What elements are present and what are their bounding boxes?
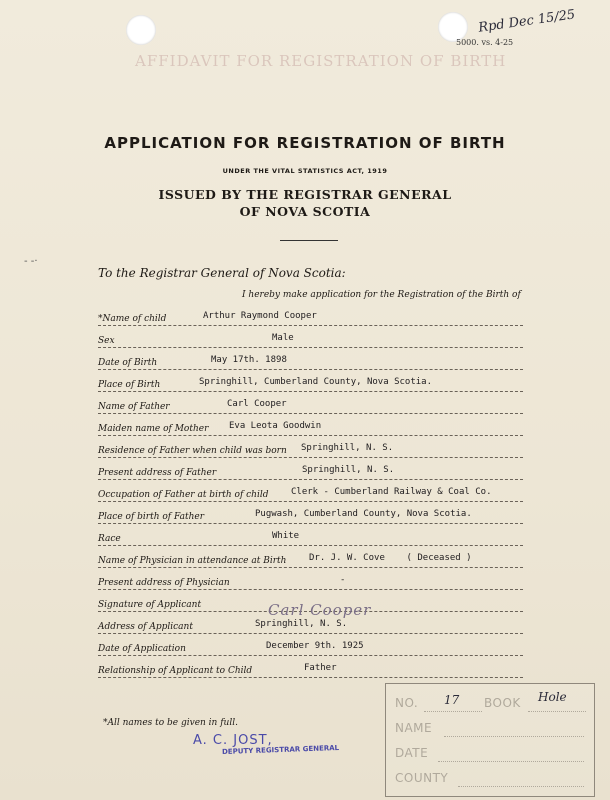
field-label: Date of Application (98, 644, 186, 654)
field-maiden-name-of-mother (98, 421, 523, 436)
field-label: Place of birth of Father (98, 512, 205, 522)
box-book-value: Hole (538, 690, 567, 704)
box-date-label: DATE (395, 746, 429, 760)
field-label: Relationship of Applicant to Child (98, 666, 253, 676)
field-present-address-of-father (98, 465, 523, 480)
field-label: Name of Physician in attendance at Birth (98, 556, 287, 566)
punch-hole-left (126, 15, 156, 45)
footnote: *All names to be given in full. (103, 718, 238, 728)
office-use-box (385, 683, 595, 797)
bleed-through-text: AFFIDAVIT FOR REGISTRATION OF BIRTH (135, 52, 507, 70)
field-relationship-of-applicant (98, 663, 523, 678)
issuer-line-1: ISSUED BY THE REGISTRAR GENERAL (158, 187, 452, 202)
field-value: Springhill, N. S. (301, 443, 394, 453)
field-value: Clerk - Cumberland Railway & Coal Co. (291, 487, 492, 497)
field-value: Springhill, Cumberland County, Nova Scotia. (199, 377, 432, 387)
form-title: APPLICATION FOR REGISTRATION OF BIRTH (104, 134, 506, 152)
intro-line: I hereby make application for the Registration of the Birth of (242, 290, 521, 300)
issuer-block (0, 186, 610, 220)
field-race (98, 531, 523, 546)
field-address-of-applicant (98, 619, 523, 634)
form-subtitle: UNDER THE VITAL STATISTICS ACT, 1919 (222, 167, 388, 175)
field-date-of-application (98, 641, 523, 656)
field-date-of-birth (98, 355, 523, 370)
issuer-line-2: OF NOVA SCOTIA (239, 204, 371, 219)
field-label: Place of Birth (98, 380, 161, 390)
field-name-of-father (98, 399, 523, 414)
box-book-label: BOOK (484, 696, 521, 710)
field-place-of-birth-of-father (98, 509, 523, 524)
field-label: Maiden name of Mother (98, 424, 209, 434)
field-occupation-of-father (98, 487, 523, 502)
registrar-stamp-name: A. C. JOST, (193, 733, 273, 748)
field-value: Dr. J. W. Cove ( Deceased ) (309, 553, 472, 563)
field-residence-of-father (98, 443, 523, 458)
field-physician-name (98, 553, 523, 568)
field-value: Arthur Raymond Cooper (203, 311, 317, 321)
field-value: May 17th. 1898 (211, 355, 287, 365)
box-county-line (458, 785, 584, 787)
field-value: December 9th. 1925 (266, 641, 364, 651)
registrar-stamp-title: DEPUTY REGISTRAR GENERAL (221, 743, 340, 757)
field-label: Name of Father (98, 402, 170, 412)
field-value: Eva Leota Goodwin (229, 421, 322, 431)
box-no-label: NO. (395, 696, 419, 710)
field-label: Present address of Physician (98, 578, 230, 588)
applicant-signature: Carl Cooper (268, 601, 372, 619)
field-value: White (272, 531, 300, 541)
field-value: - (340, 575, 346, 585)
field-label: *Name of child (98, 314, 167, 324)
field-place-of-birth (98, 377, 523, 392)
margin-mark: - -· (24, 256, 38, 267)
field-label: Residence of Father when child was born (98, 446, 287, 456)
handwritten-note: Rpd Dec 15/25 (477, 7, 577, 36)
print-code: 5000. vs. 4-25 (456, 38, 514, 47)
box-no-value: 17 (444, 693, 460, 707)
box-county-label: COUNTY (395, 771, 449, 785)
field-value: Springhill, N. S. (255, 619, 348, 629)
field-label: Race (98, 534, 121, 544)
field-name-of-child (98, 311, 523, 326)
box-name-label: NAME (395, 721, 433, 735)
field-value: Male (272, 333, 294, 343)
title-divider (280, 240, 338, 241)
box-no-line (424, 710, 482, 712)
field-value: Carl Cooper (227, 399, 287, 409)
field-value: Father (304, 663, 337, 673)
box-book-line (528, 710, 586, 712)
field-sex (98, 333, 523, 348)
field-physician-address (98, 575, 523, 590)
field-label: Occupation of Father at birth of child (98, 490, 269, 500)
field-label: Sex (98, 336, 115, 346)
box-date-line (438, 760, 584, 762)
field-label: Date of Birth (98, 358, 158, 368)
salutation: To the Registrar General of Nova Scotia: (98, 266, 346, 280)
box-name-line (444, 735, 584, 737)
field-label: Address of Applicant (98, 622, 193, 632)
field-label: Present address of Father (98, 468, 217, 478)
field-label: Signature of Applicant (98, 600, 202, 610)
field-value: Springhill, N. S. (302, 465, 395, 475)
field-value: Pugwash, Cumberland County, Nova Scotia. (255, 509, 472, 519)
